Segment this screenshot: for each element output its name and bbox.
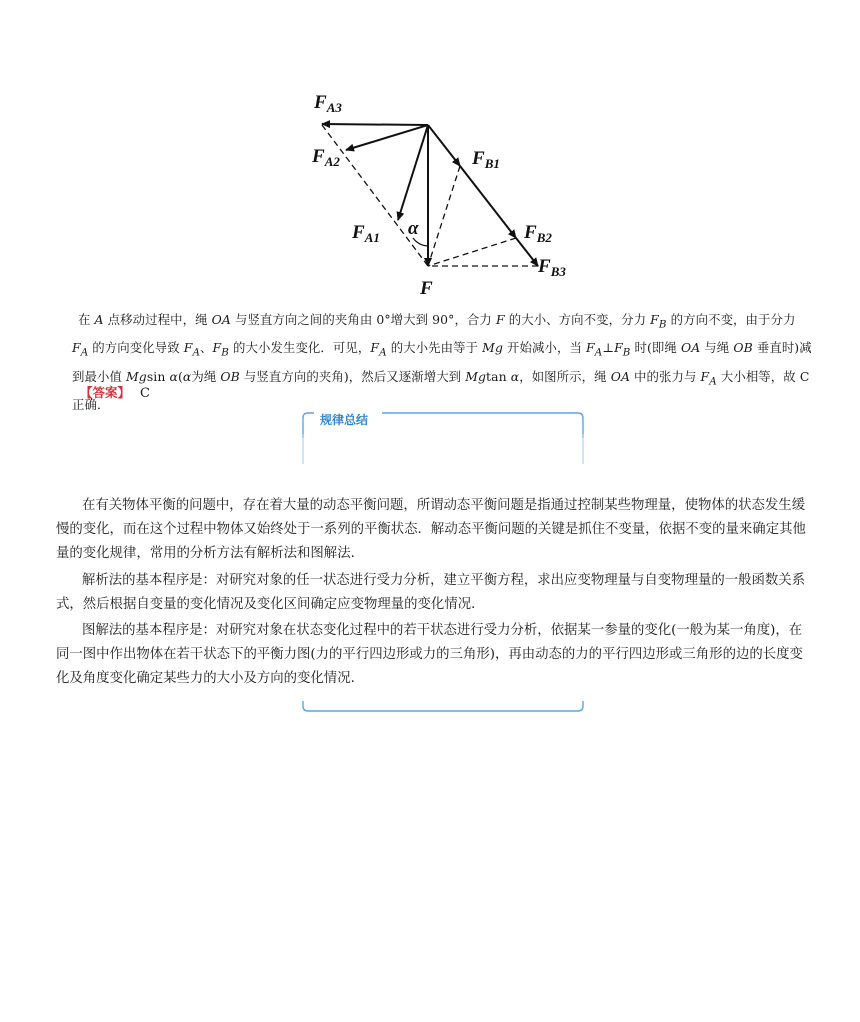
summary-title: 规律总结 bbox=[320, 413, 369, 427]
dash-fb1-to-f bbox=[428, 166, 460, 266]
label-fb1: $F_{B1}$ bbox=[472, 148, 500, 171]
alpha-arc bbox=[413, 238, 428, 246]
dash-fb2-to-f bbox=[428, 238, 516, 266]
label-f: F bbox=[420, 278, 433, 299]
label-fb2: $F_{B2}$ bbox=[524, 222, 552, 245]
answer-value: C bbox=[140, 386, 150, 401]
force-diagram bbox=[300, 88, 580, 300]
arrow-fb2 bbox=[460, 166, 516, 238]
label-fb3: $F_{B3}$ bbox=[538, 256, 566, 279]
summary-box-bottom bbox=[302, 700, 584, 714]
summary-paragraph-3: 图解法的基本程序是：对研究对象在状态变化过程中的若干状态进行受力分析，依据某一参量的变化(一般为某一角度)，在同一图中作出物体在若干状态下的平衡力图(力的平行四边形或力的三角形)，再由动态的力的平行四边形或三角形的边的长度变化及角度变化确定某些力的大小及方向的变化情况． bbox=[56, 623, 803, 686]
summary-paragraph-2: 解析法的基本程序是：对研究对象的任一状态进行受力分析，建立平衡方程，求出应变物理量与自变物理量的一般函数关系式，然后根据自变量的变化情况及变化区间确定应变物理量的变化情况． bbox=[56, 573, 806, 612]
answer-line bbox=[80, 383, 150, 404]
arrow-fb1 bbox=[428, 125, 460, 166]
analysis-paragraph: 在 A 点移动过程中，绳 OA 与竖直方向之间的夹角由 0°增大到 90°，合力 F 的大小、方向不变，分力 $F_B$ 的方向不变，由于分力 $F_A$ 的方向变化导致 $F_A$、$F_B$ 的大小发生变化．可见，$F_A$ 的大小先由等于 Mg 开始减小，当 $F_A\perp F_B$ 时(即绳 OA 与绳 OB 垂直时)减到最小值 Mgsin α(α为绳 OB 与竖直方向的夹角)，然后又逐渐增大到 Mgtan α，如图所示，绳 OA 中的张力与 $F_A$ 大小相等，故 C 正确． bbox=[72, 312, 812, 413]
arrow-fa1 bbox=[398, 125, 428, 220]
answer-tag: 【答案】 bbox=[80, 385, 131, 400]
label-fa1: $F_{A1}$ bbox=[352, 222, 380, 245]
arrow-fa2 bbox=[346, 125, 428, 150]
arrow-fa3 bbox=[322, 124, 428, 125]
label-fa3: $F_{A3}$ bbox=[314, 92, 342, 115]
label-alpha: α bbox=[408, 218, 419, 239]
label-fa2: $F_{A2}$ bbox=[312, 146, 340, 169]
summary-paragraph-1: 在有关物体平衡的问题中，存在着大量的动态平衡问题，所谓动态平衡问题是指通过控制某些物理量，使物体的状态发生缓慢的变化，而在这个过程中物体又始终处于一系列的平衡状态．解动态平衡问题的关键是抓住不变量，依据不变的量来确定其他量的变化规律，常用的分析方法有解析法和图解法． bbox=[56, 498, 806, 561]
